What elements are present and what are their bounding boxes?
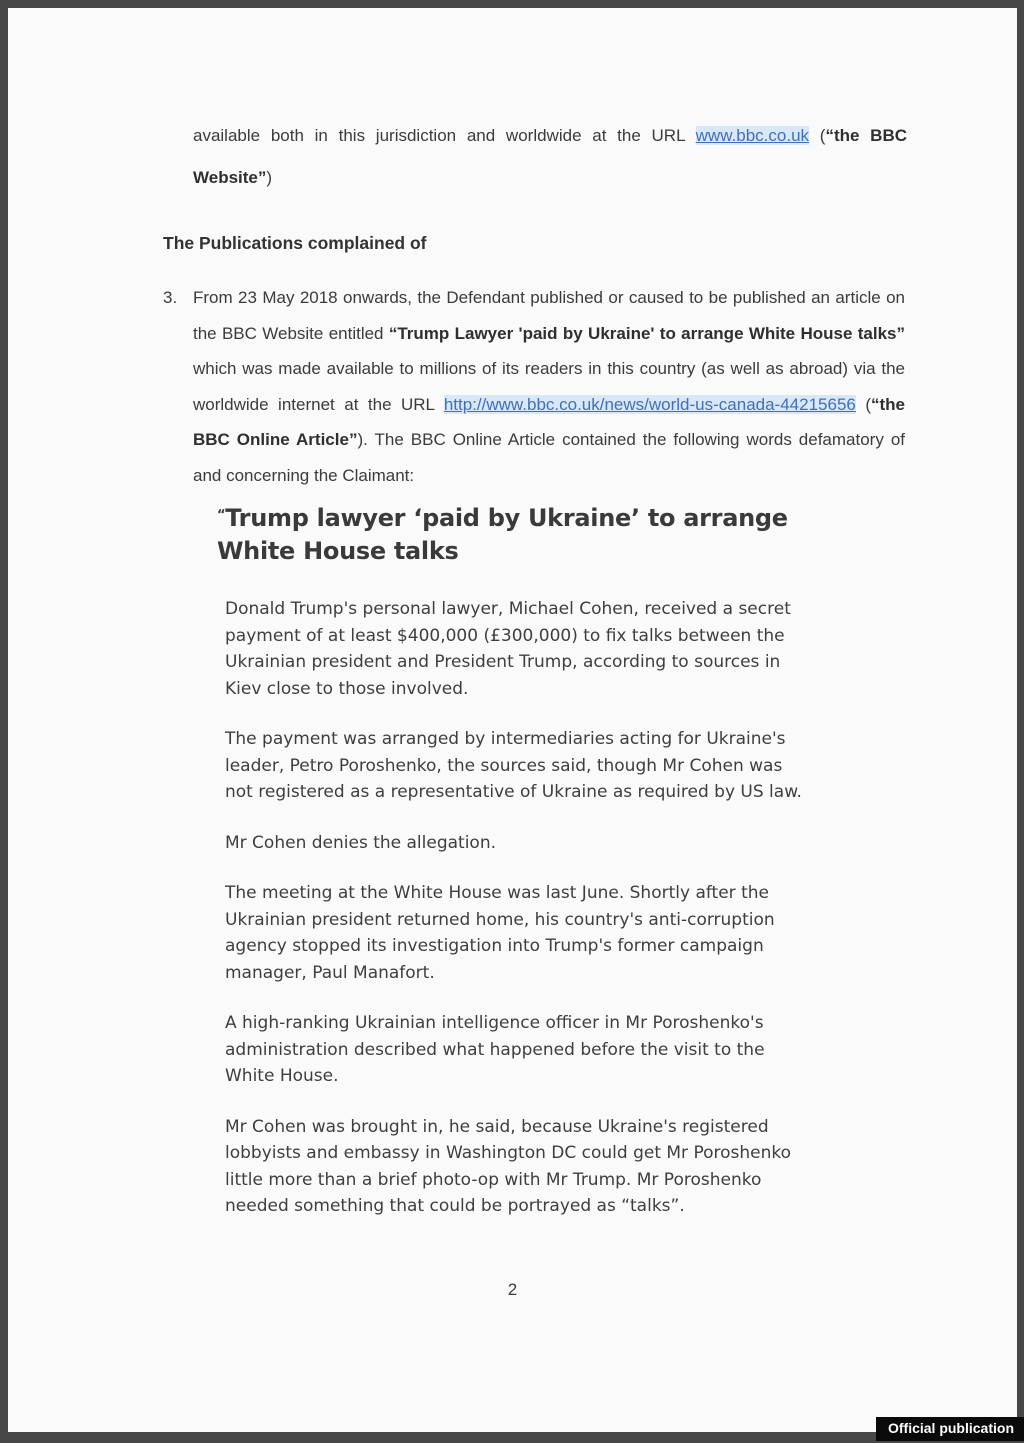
- bbc-website-defined-term: “the BBC Website”: [193, 126, 907, 187]
- paragraph3-text-1: From 23 May 2018 onwards, the Defendant published or caused to be published an article on the BBC Website entitled: [193, 288, 905, 343]
- article-paragraph: The payment was arranged by intermediaries acting for Ukraine's leader, Petro Poroshenko, the sources said, though Mr Cohen was not registered as a representative of Ukraine as required by US law.: [225, 729, 802, 802]
- bbc-online-article-defined-term: “the BBC Online Article”: [193, 394, 905, 449]
- intro-text-after: ): [266, 168, 273, 187]
- article-paragraph: A high-ranking Ukrainian intelligence officer in Mr Poroshenko's administration described what happened before the visit to the White House.: [225, 1013, 765, 1086]
- article-paragraph: Donald Trump's personal lawyer, Michael Cohen, received a secret payment of at least $400,000 (£300,000) to fix talks between the Ukrainian president and President Trump, according to sources in Kiev close to those involved.: [225, 599, 791, 699]
- quoted-article: [217, 499, 817, 1220]
- article-title-bold: “Trump Lawyer 'paid by Ukraine' to arrange White House talks”: [388, 323, 905, 343]
- intro-text-before-link: available both in this jurisdiction and worldwide at the URL: [193, 126, 696, 145]
- article-headline: [217, 499, 817, 568]
- intro-text-mid: (: [809, 126, 826, 145]
- paragraph3-text-4: ). The BBC Online Article contained the following words defamatory of and concerning the Claimant:: [193, 430, 905, 485]
- intro-paragraph: [193, 115, 907, 199]
- article-paragraph: Mr Cohen denies the allegation.: [225, 832, 497, 853]
- bbc-article-link[interactable]: http://www.bbc.co.uk/news/world-us-canada-44215656: [443, 394, 856, 414]
- section-heading: The Publications complained of: [163, 233, 427, 253]
- document-page: [8, 8, 1017, 1432]
- bbc-website-link[interactable]: www.bbc.co.uk: [695, 126, 810, 145]
- article-paragraph: Mr Cohen was brought in, he said, because Ukraine's registered lobbyists and embassy in Washington DC could get Mr Poroshenko little more than a brief photo-op with Mr Trump. Mr Poroshenko needed something that could be portrayed as “talks”.: [225, 1116, 792, 1216]
- article-paragraph: The meeting at the White House was last June. Shortly after the Ukrainian president returned home, his country's anti-corruption agency stopped its investigation into Trump's former campaign manager, Paul Manafort.: [225, 883, 775, 983]
- paragraph-3: [163, 280, 905, 493]
- paragraph-number: 3.: [163, 288, 178, 307]
- article-headline-text: Trump lawyer ‘paid by Ukraine’ to arrange White House talks: [217, 504, 788, 565]
- paragraph3-text-2: which was made available to millions of its readers in this country (as well as abroad) via the worldwide internet at the URL: [193, 359, 905, 414]
- page-number: 2: [507, 1279, 518, 1299]
- official-publication-badge: Official publication: [876, 1417, 1024, 1441]
- paragraph3-text-3: (: [855, 394, 871, 414]
- headline-lead-quote: “: [217, 508, 226, 523]
